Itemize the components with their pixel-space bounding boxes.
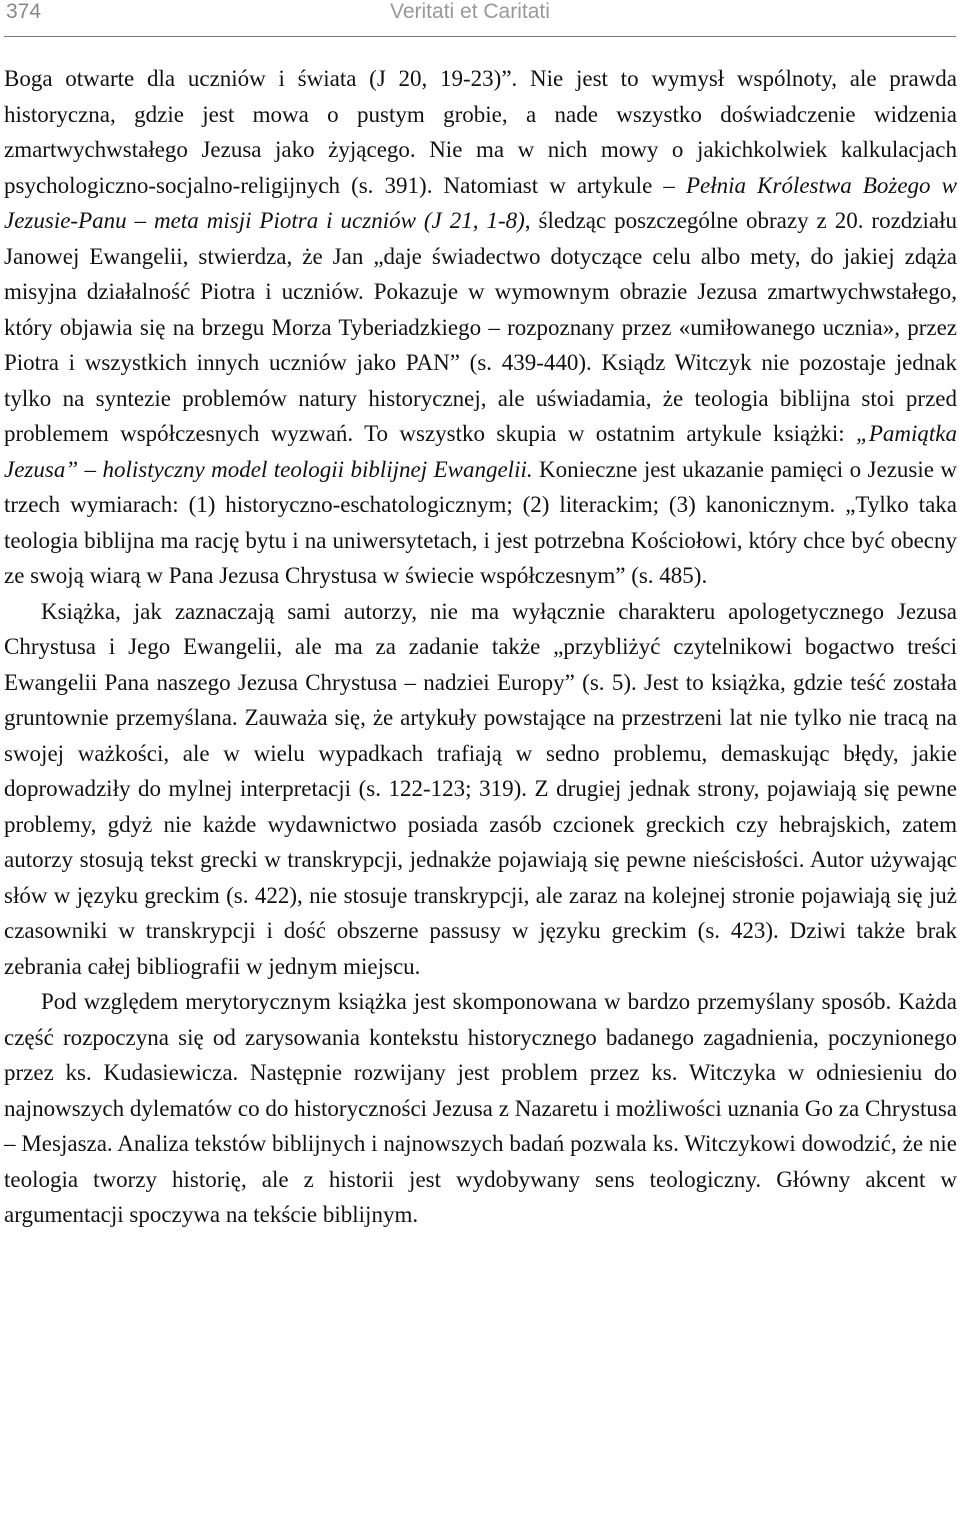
paragraph-text: , śledząc poszczególne obrazy z 20. rozdziału Janowej Ewangelii, stwierdza, że Jan „daje świadectwo dotyczące celu albo mety, do jakiej zdąża misyjna działalność Piotra i uczniów. Pokazuje w wymownym obrazie Jezusa zmartwychwstałego, który objawia się na brzegu Morza Tyberiadzkiego – rozpoznany przez «umiłowanego ucznia», przez Piotra i wszystkich innych uczniów jako PAN” (s. 439-440). Ksiądz Witczyk nie pozostaje jednak tylko na syntezie problemów natury historycznej, ale uświadamia, że teologia biblijna stoi przed problemem współczesnych wyzwań. To wszystko skupia w ostatnim artykule książki: xyxy=(4,208,957,446)
paragraph-text: Konieczne jest ukazanie pamięci o Jezusie w trzech wymiarach: (1) historyczno-eschatologicznym; (2) literackim; (3) kanonicznym. „Tylko taka teologia biblijna ma rację bytu i na uniwersytetach, i jest potrzebna Kościołowi, który chce być obecny ze swoją wiarą w Pana Jezusa Chrystusa w świecie współczesnym” (s. 485). xyxy=(4,456,958,588)
header-rule xyxy=(4,36,956,37)
body-text xyxy=(4,61,957,1233)
paragraph-text: Boga otwarte dla uczniów i świata (J 20, 19-23)”. Nie jest to wymysł wspólnoty, ale prawda historyczna, gdzie jest mowa o pustym grobie, a nade wszystko doświadczenie widzenia zmartwychwstałego Jezusa jako żyjącego. Nie ma w nich mowy o jakichkolwiek kalkulacjach psychologiczno-socjalno-religijnych (s. 391). Natomiast w artykule – xyxy=(4,66,957,198)
page-header xyxy=(4,0,956,34)
paragraph-text: Pod względem merytorycznym książka jest skomponowana w bardzo przemyślany sposób. Każda część rozpoczyna się od zarysowania kontekstu historycznego badanego zagadnienia, poczynionego przez ks. Kudasiewicza. Następnie rozwijany jest problem przez ks. Witczyka w odniesieniu do najnowszych dylematów co do historyczności Jezusa z Nazaretu i możliwości uznania Go za Chrystusa – Mesjasza. Analiza tekstów biblijnych i najnowszych badań pozwala ks. Witczykowi dowodzić, że nie teologia tworzy historię, ale z historii jest wydobywany sens teologiczny. Główny akcent w argumentacji spoczywa na tekście biblijnym. xyxy=(4,989,957,1227)
italic-title-text: „Pamiątka Jezusa” – holistyczny model teologii biblijnej Ewangelii. xyxy=(4,421,957,482)
running-title: Veritati et Caritati xyxy=(390,0,550,23)
paragraph xyxy=(4,594,957,985)
italic-title-text: Pełnia Królestwa Bożego w Jezusie-Panu – meta misji Piotra i uczniów (J 21, 1-8) xyxy=(4,172,957,233)
paragraph-text: Książka, jak zaznaczają sami autorzy, nie ma wyłącznie charakteru apologetycznego Jezusa Chrystusa i Jego Ewangelii, ale ma za zadanie także „przybliżyć czytelnikowi bogactwo treści Ewangelii Pana naszego Jezusa Chrystusa – nadziei Europy” (s. 5). Jest to książka, gdzie teść została gruntownie przemyślana. Zauważa się, że artykuły powstające na przestrzeni lat nie tylko nie tracą na swojej ważkości, ale w wielu wypadkach trafiają w sedno problemu, demaskując błędy, jakie doprowadziły do mylnej interpretacji (s. 122-123; 319). Z drugiej jednak strony, pojawiają się pewne problemy, gdyż nie każde wydawnictwo posiada zasób czcionek greckich czy hebrajskich, zatem autorzy stosują tekst grecki w transkrypcji, jednakże pojawiają się pewne nieścisłości. Autor używając słów w języku greckim (s. 422), nie stosuje transkrypcji, ale zaraz na kolejnej stronie pojawiają się już czasowniki w transkrypcji i dość obszerne passusy w języku greckim (s. 423). Dziwi także brak zebrania całej bibliografii w jednym miejscu. xyxy=(4,598,957,979)
paragraph xyxy=(4,984,957,1233)
paragraph xyxy=(4,61,957,594)
page-number: 374 xyxy=(6,0,42,23)
